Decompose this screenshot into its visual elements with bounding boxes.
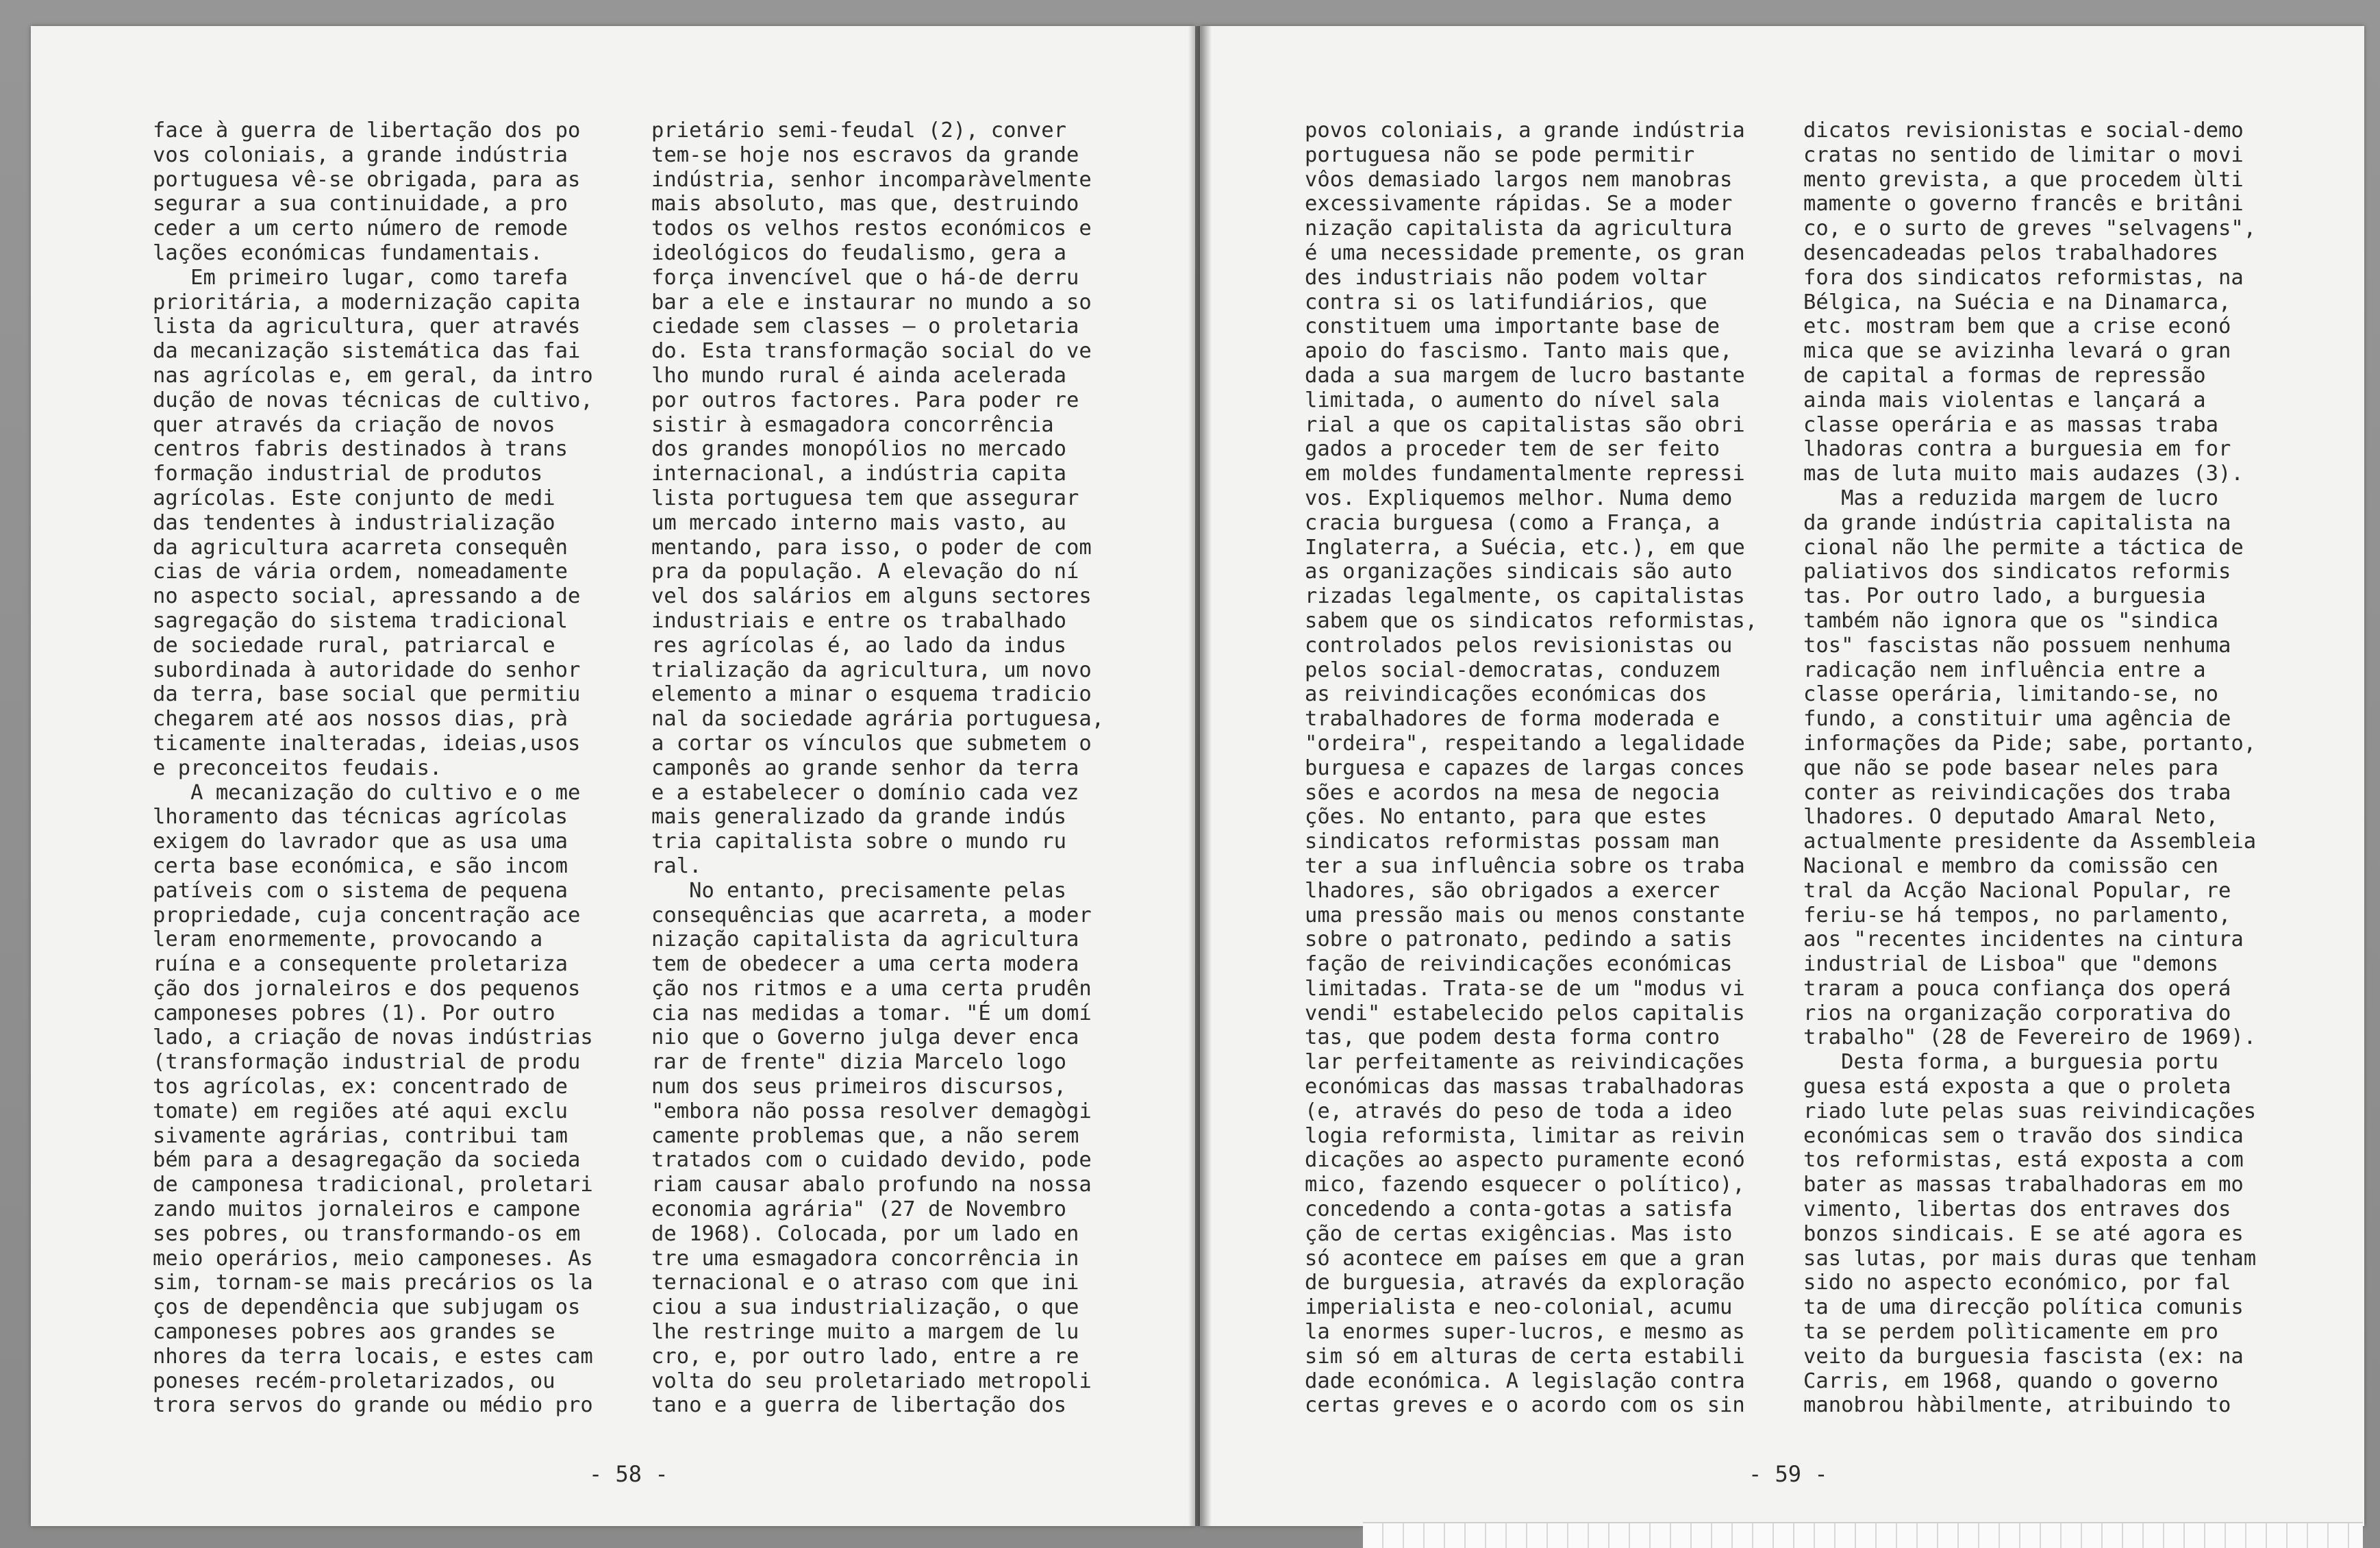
text-line: trabalho" (28 de Fevereiro de 1969). bbox=[1803, 1025, 2257, 1050]
text-line: tano e a guerra de libertação dos bbox=[651, 1393, 1066, 1418]
text-line: bar a ele e instaurar no mundo a so bbox=[651, 290, 1092, 314]
text-line: num dos seus primeiros discursos, bbox=[651, 1075, 1066, 1099]
text-line: Bélgica, na Suécia e na Dinamarca, bbox=[1803, 290, 2231, 314]
text-line: certa base económica, e são incom bbox=[153, 853, 568, 878]
text-line: co, e o surto de greves "selvagens", bbox=[1803, 216, 2257, 241]
text-line: classe operária, limitando-se, no bbox=[1803, 682, 2218, 707]
text-line: No entanto, precisamente pelas bbox=[651, 878, 1066, 903]
text-line: (transformação industrial de produ bbox=[153, 1050, 581, 1075]
text-line: cional não lhe permite a táctica de bbox=[1803, 535, 2244, 560]
text-line: só acontece em países em que a gran bbox=[1305, 1246, 1745, 1271]
text-line: lado, a criação de novas indústrias bbox=[153, 1025, 593, 1050]
text-line: "ordeira", respeitando a legalidade bbox=[1305, 731, 1745, 756]
text-line: guesa está exposta a que o proleta bbox=[1803, 1075, 2231, 1099]
text-line: que não se pode basear neles para bbox=[1803, 756, 2218, 780]
text-line: tem de obedecer a uma certa modera bbox=[651, 952, 1079, 977]
text-line: des industriais não podem voltar bbox=[1305, 265, 1707, 290]
text-line: exigem do lavrador que as usa uma bbox=[153, 829, 568, 854]
text-line: da terra, base social que permitiu bbox=[153, 682, 581, 707]
text-line: radicação nem influência entre a bbox=[1803, 658, 2206, 682]
text-line: apoio do fascismo. Tanto mais que, bbox=[1305, 339, 1733, 364]
text-line: mento grevista, a que procedem ùlti bbox=[1803, 167, 2244, 192]
text-line: poneses recém-proletarizados, ou bbox=[153, 1369, 555, 1393]
text-line: imperialista e neo-colonial, acumu bbox=[1305, 1295, 1733, 1320]
text-line: rios na organização corporativa do bbox=[1803, 1001, 2231, 1025]
text-line: dicatos revisionistas e social-demo bbox=[1803, 118, 2244, 142]
text-line: aos "recentes incidentes na cintura bbox=[1803, 927, 2244, 952]
text-line: da grande indústria capitalista na bbox=[1803, 510, 2231, 535]
text-line: tas, que podem desta forma contro bbox=[1305, 1025, 1720, 1050]
text-line: mais absoluto, mas que, destruindo bbox=[651, 192, 1079, 216]
text-line: mica que se avizinha levará o gran bbox=[1803, 339, 2231, 364]
text-line: ção nos ritmos e a uma certa prudên bbox=[651, 976, 1092, 1001]
text-line: contra si os latifundiários, que bbox=[1305, 290, 1707, 314]
text-line: limitadas. Trata-se de um "modus vi bbox=[1305, 976, 1745, 1001]
text-line: concedendo a conta-gotas a satisfa bbox=[1305, 1197, 1733, 1222]
text-line: informações da Pide; sabe, portanto, bbox=[1803, 731, 2257, 756]
text-line: tos reformistas, está exposta a com bbox=[1803, 1148, 2244, 1173]
text-line: ta se perdem polìticamente em pro bbox=[1803, 1320, 2218, 1345]
text-line: pelos social-democratas, conduzem bbox=[1305, 658, 1720, 682]
text-line: industrial de Lisboa" que "demons bbox=[1803, 952, 2218, 977]
text-line: é uma necessidade premente, os gran bbox=[1305, 240, 1745, 265]
text-line: por outros factores. Para poder re bbox=[651, 388, 1079, 412]
text-line: dada a sua margem de lucro bastante bbox=[1305, 363, 1745, 388]
text-line: sabem que os sindicatos reformistas, bbox=[1305, 608, 1758, 633]
text-line: sobre o patronato, pedindo a satis bbox=[1305, 927, 1733, 952]
text-line: cia nas medidas a tomar. "É um domí bbox=[651, 1001, 1092, 1025]
text-line: ainda mais violentas e lançará a bbox=[1803, 388, 2206, 412]
page-number-left: - 58 - bbox=[589, 1461, 668, 1487]
text-line: veito da burguesia fascista (ex: na bbox=[1803, 1344, 2244, 1369]
text-line: segurar a sua continuidade, a pro bbox=[153, 192, 568, 216]
text-line: rial a que os capitalistas são obri bbox=[1305, 412, 1745, 437]
text-line: Desta forma, a burguesia portu bbox=[1803, 1050, 2218, 1075]
text-line: e preconceitos feudais. bbox=[153, 756, 442, 780]
text-line: ções. No entanto, para que estes bbox=[1305, 805, 1707, 829]
text-line: vôos demasiado largos nem manobras bbox=[1305, 167, 1733, 192]
text-line: vendi" estabelecido pelos capitalis bbox=[1305, 1001, 1745, 1025]
text-line: tria capitalista sobre o mundo ru bbox=[651, 829, 1066, 854]
text-line: dicações ao aspecto puramente econó bbox=[1305, 1148, 1745, 1173]
left-page bbox=[31, 26, 1195, 1526]
text-line: etc. mostram bem que a crise econó bbox=[1803, 314, 2231, 339]
text-line: vos coloniais, a grande indústria bbox=[153, 142, 568, 167]
text-line: sivamente agrárias, contribui tam bbox=[153, 1123, 568, 1148]
text-line: consequências que acarreta, a moder bbox=[651, 903, 1092, 927]
text-line: as reivindicações económicas dos bbox=[1305, 682, 1707, 707]
text-line: vos. Expliquemos melhor. Numa demo bbox=[1305, 486, 1733, 510]
text-line: tomate) em regiões até aqui exclu bbox=[153, 1099, 568, 1123]
text-line: lhoramento das técnicas agrícolas bbox=[153, 805, 568, 829]
text-line: tral da Acção Nacional Popular, re bbox=[1803, 878, 2231, 903]
text-line: cratas no sentido de limitar o movi bbox=[1803, 142, 2244, 167]
text-line: portuguesa não se pode permitir bbox=[1305, 142, 1695, 167]
text-line: nização capitalista da agricultura bbox=[1305, 216, 1733, 241]
text-line: patíveis com o sistema de pequena bbox=[153, 878, 568, 903]
text-line: ses pobres, ou transformando-os em bbox=[153, 1221, 581, 1246]
text-line: bonzos sindicais. E se até agora es bbox=[1803, 1221, 2244, 1246]
text-line: mas de luta muito mais audazes (3). bbox=[1803, 462, 2244, 486]
text-line: Carris, em 1968, quando o governo bbox=[1803, 1369, 2218, 1393]
text-line: sões e acordos na mesa de negocia bbox=[1305, 780, 1720, 805]
text-line: rizadas legalmente, os capitalistas bbox=[1305, 584, 1745, 609]
text-line: pra da população. A elevação do ní bbox=[651, 560, 1079, 584]
text-line: bater as massas trabalhadoras em mo bbox=[1803, 1173, 2244, 1197]
text-line: ral. bbox=[651, 853, 702, 878]
text-line: do. Esta transformação social do ve bbox=[651, 339, 1092, 364]
text-line: propriedade, cuja concentração ace bbox=[153, 903, 581, 927]
text-line: classe operária e as massas traba bbox=[1803, 412, 2218, 437]
text-line: a cortar os vínculos que submetem o bbox=[651, 731, 1092, 756]
text-line: tos agrícolas, ex: concentrado de bbox=[153, 1075, 568, 1099]
text-line: prietário semi-feudal (2), conver bbox=[651, 118, 1066, 142]
text-line: cracia burguesa (como a França, a bbox=[1305, 510, 1720, 535]
text-line: ciou a sua industrialização, o que bbox=[651, 1295, 1079, 1320]
text-line: manobrou hàbilmente, atribuindo to bbox=[1803, 1393, 2231, 1418]
text-line: lista da agricultura, quer através bbox=[153, 314, 581, 339]
text-line: nas agrícolas e, em geral, da intro bbox=[153, 363, 593, 388]
text-line: ção de certas exigências. Mas isto bbox=[1305, 1221, 1733, 1246]
text-line: sindicatos reformistas possam man bbox=[1305, 829, 1720, 854]
text-line: tre uma esmagadora concorrência in bbox=[651, 1246, 1079, 1271]
text-line: sido no aspecto económico, por fal bbox=[1803, 1271, 2231, 1295]
text-line: cias de vária ordem, nomeadamente bbox=[153, 560, 568, 584]
text-line: economia agrária" (27 de Novembro bbox=[651, 1197, 1066, 1222]
text-line: Nacional e membro da comissão cen bbox=[1803, 853, 2218, 878]
text-line: ticamente inalteradas, ideias,usos bbox=[153, 731, 581, 756]
text-line: industriais e entre os trabalhado bbox=[651, 608, 1066, 633]
text-line: ta de uma direcção política comunis bbox=[1803, 1295, 2244, 1320]
text-line: agrícolas. Este conjunto de medi bbox=[153, 486, 555, 510]
text-line: controlados pelos revisionistas ou bbox=[1305, 633, 1733, 658]
text-line: lar perfeitamente as reivindicações bbox=[1305, 1050, 1745, 1075]
text-line: elemento a minar o esquema tradicio bbox=[651, 682, 1092, 707]
text-line: Em primeiro lugar, como tarefa bbox=[153, 265, 568, 290]
text-line: indústria, senhor incomparàvelmente bbox=[651, 167, 1092, 192]
right-page bbox=[1200, 26, 2364, 1526]
text-line: burguesa e capazes de largas conces bbox=[1305, 756, 1745, 780]
text-line: trabalhadores de forma moderada e bbox=[1305, 707, 1720, 732]
text-line: mais generalizado da grande indús bbox=[651, 805, 1066, 829]
text-line: as organizações sindicais são auto bbox=[1305, 560, 1733, 584]
text-line: sim só em alturas de certa estabili bbox=[1305, 1344, 1745, 1369]
text-line: tem-se hoje nos escravos da grande bbox=[651, 142, 1079, 167]
text-line: sistir à esmagadora concorrência bbox=[651, 412, 1054, 437]
text-line: dução de novas técnicas de cultivo, bbox=[153, 388, 593, 412]
text-line: povos coloniais, a grande indústria bbox=[1305, 118, 1745, 142]
text-line: sas lutas, por mais duras que tenham bbox=[1803, 1246, 2257, 1271]
text-line: certas greves e o acordo com os sin bbox=[1305, 1393, 1745, 1418]
text-line: sim, tornam-se mais precários os la bbox=[153, 1271, 593, 1295]
text-line: uma pressão mais ou menos constante bbox=[1305, 903, 1745, 927]
text-line: económicas sem o travão dos sindica bbox=[1803, 1123, 2244, 1148]
text-line: camponeses pobres aos grandes se bbox=[153, 1320, 555, 1345]
text-line: de 1968). Colocada, por um lado en bbox=[651, 1221, 1079, 1246]
text-line: de sociedade rural, patriarcal e bbox=[153, 633, 555, 658]
text-line: sagregação do sistema tradicional bbox=[153, 608, 568, 633]
text-line: face à guerra de libertação dos po bbox=[153, 118, 581, 142]
text-line: lações económicas fundamentais. bbox=[153, 240, 543, 265]
text-line: tas. Por outro lado, a burguesia bbox=[1803, 584, 2206, 609]
text-line: fação de reivindicações económicas bbox=[1305, 952, 1733, 977]
text-line: cro, e, por outro lado, entre a re bbox=[651, 1344, 1079, 1369]
text-line: paliativos dos sindicatos reformis bbox=[1803, 560, 2231, 584]
text-line: chegarem até aos nossos dias, prà bbox=[153, 707, 568, 732]
text-line: zando muitos jornaleiros e campone bbox=[153, 1197, 581, 1222]
text-line: vimento, libertas dos entraves dos bbox=[1803, 1197, 2231, 1222]
text-line: subordinada à autoridade do senhor bbox=[153, 658, 581, 682]
text-line: desencadeadas pelos trabalhadores bbox=[1803, 240, 2218, 265]
text-line: feriu-se há tempos, no parlamento, bbox=[1803, 903, 2231, 927]
text-line: traram a pouca confiança dos operá bbox=[1803, 976, 2231, 1001]
text-line: internacional, a indústria capita bbox=[651, 462, 1066, 486]
text-line: lhe restringe muito a margem de lu bbox=[651, 1320, 1079, 1345]
text-line: rar de frente" dizia Marcelo logo bbox=[651, 1050, 1066, 1075]
text-line: trialização da agricultura, um novo bbox=[651, 658, 1092, 682]
text-line: meio operários, meio camponeses. As bbox=[153, 1246, 593, 1271]
text-line: (e, através do peso de toda a ideo bbox=[1305, 1099, 1733, 1123]
text-line: limitada, o aumento do nível sala bbox=[1305, 388, 1720, 412]
text-line: constituem uma importante base de bbox=[1305, 314, 1720, 339]
text-line: dade económica. A legislação contra bbox=[1305, 1369, 1745, 1393]
text-line: centros fabris destinados à trans bbox=[153, 437, 568, 462]
text-line: res agrícolas é, ao lado da indus bbox=[651, 633, 1066, 658]
text-line: excessivamente rápidas. Se a moder bbox=[1305, 192, 1733, 216]
text-line: económicas das massas trabalhadoras bbox=[1305, 1075, 1745, 1099]
text-line: ceder a um certo número de remode bbox=[153, 216, 568, 241]
text-line: gados a proceder tem de ser feito bbox=[1305, 437, 1720, 462]
text-line: bém para a desagregação da socieda bbox=[153, 1148, 581, 1173]
text-line: mico, fazendo esquecer o político), bbox=[1305, 1173, 1745, 1197]
text-line: da agricultura acarreta consequên bbox=[153, 535, 568, 560]
text-line: camente problemas que, a não serem bbox=[651, 1123, 1079, 1148]
text-line: mentando, para isso, o poder de com bbox=[651, 535, 1092, 560]
text-line: riado lute pelas suas reivindicações bbox=[1803, 1099, 2257, 1123]
text-line: em moldes fundamentalmente repressi bbox=[1305, 462, 1745, 486]
text-line: riam causar abalo profundo na nossa bbox=[651, 1173, 1092, 1197]
text-line: nal da sociedade agrária portuguesa, bbox=[651, 707, 1105, 732]
text-line: tratados com o cuidado devido, pode bbox=[651, 1148, 1092, 1173]
text-line: ternacional e o atraso com que ini bbox=[651, 1271, 1079, 1295]
text-line: tos" fascistas não possuem nenhuma bbox=[1803, 633, 2231, 658]
text-line: lho mundo rural é ainda acelerada bbox=[651, 363, 1066, 388]
text-line: camponês ao grande senhor da terra bbox=[651, 756, 1079, 780]
text-line: conter as reivindicações dos traba bbox=[1803, 780, 2231, 805]
text-line: "embora não possa resolver demagògi bbox=[651, 1099, 1092, 1123]
text-line: trora servos do grande ou médio pro bbox=[153, 1393, 593, 1418]
text-line: vel dos salários em alguns sectores bbox=[651, 584, 1092, 609]
right-page-column-1 bbox=[1305, 118, 1757, 1418]
text-line: dos grandes monopólios no mercado bbox=[651, 437, 1066, 462]
text-line: e a estabelecer o domínio cada vez bbox=[651, 780, 1079, 805]
text-line: de camponesa tradicional, proletari bbox=[153, 1173, 593, 1197]
text-line: lhadores, são obrigados a exercer bbox=[1305, 878, 1720, 903]
left-page-column-2 bbox=[651, 118, 1104, 1418]
text-line: das tendentes à industrialização bbox=[153, 510, 555, 535]
page-number-right: - 59 - bbox=[1749, 1461, 1828, 1487]
text-line: nhores da terra locais, e estes cam bbox=[153, 1344, 593, 1369]
text-line: no aspecto social, apressando a de bbox=[153, 584, 581, 609]
text-line: lhadores. O deputado Amaral Neto, bbox=[1803, 805, 2218, 829]
left-page-column-1 bbox=[153, 118, 593, 1418]
text-line: la enormes super-lucros, e mesmo as bbox=[1305, 1320, 1745, 1345]
text-line: Mas a reduzida margem de lucro bbox=[1803, 486, 2218, 510]
text-line: A mecanização do cultivo e o me bbox=[153, 780, 581, 805]
text-line: leram enormemente, provocando a bbox=[153, 927, 543, 952]
text-line: um mercado interno mais vasto, au bbox=[651, 510, 1066, 535]
text-line: ter a sua influência sobre os traba bbox=[1305, 853, 1745, 878]
text-line: força invencível que o há-de derru bbox=[651, 265, 1079, 290]
text-line: prioritária, a modernização capita bbox=[153, 290, 581, 314]
text-line: quer através da criação de novos bbox=[153, 412, 555, 437]
text-line: fundo, a constituir uma agência de bbox=[1803, 707, 2231, 732]
text-line: portuguesa vê-se obrigada, para as bbox=[153, 167, 581, 192]
text-line: de capital a formas de repressão bbox=[1803, 363, 2206, 388]
text-line: ços de dependência que subjugam os bbox=[153, 1295, 581, 1320]
text-line: lhadoras contra a burguesia em for bbox=[1803, 437, 2231, 462]
text-line: todos os velhos restos económicos e bbox=[651, 216, 1092, 241]
text-line: ruína e a consequente proletariza bbox=[153, 952, 568, 977]
text-line: lista portuguesa tem que assegurar bbox=[651, 486, 1079, 510]
text-line: Inglaterra, a Suécia, etc.), em que bbox=[1305, 535, 1745, 560]
scale-ruler bbox=[1363, 1522, 2363, 1548]
text-line: nio que o Governo julga dever enca bbox=[651, 1025, 1079, 1050]
text-line: actualmente presidente da Assembleia bbox=[1803, 829, 2257, 854]
text-line: ciedade sem classes — o proletaria bbox=[651, 314, 1079, 339]
text-line: ção dos jornaleiros e dos pequenos bbox=[153, 976, 581, 1001]
right-page-column-2 bbox=[1803, 118, 2256, 1418]
text-line: formação industrial de produtos bbox=[153, 462, 543, 486]
text-line: também não ignora que os "sindica bbox=[1803, 608, 2218, 633]
text-line: volta do seu proletariado metropoli bbox=[651, 1369, 1092, 1393]
text-line: logia reformista, limitar as reivin bbox=[1305, 1123, 1745, 1148]
text-line: de burguesia, através da exploração bbox=[1305, 1271, 1745, 1295]
text-line: ideológicos do feudalismo, gera a bbox=[651, 240, 1066, 265]
text-line: camponeses pobres (1). Por outro bbox=[153, 1001, 555, 1025]
book-gutter bbox=[1188, 26, 1212, 1526]
text-line: da mecanização sistemática das fai bbox=[153, 339, 581, 364]
text-line: nização capitalista da agricultura bbox=[651, 927, 1079, 952]
text-line: mamente o governo francês e britâni bbox=[1803, 192, 2244, 216]
text-line: fora dos sindicatos reformistas, na bbox=[1803, 265, 2244, 290]
